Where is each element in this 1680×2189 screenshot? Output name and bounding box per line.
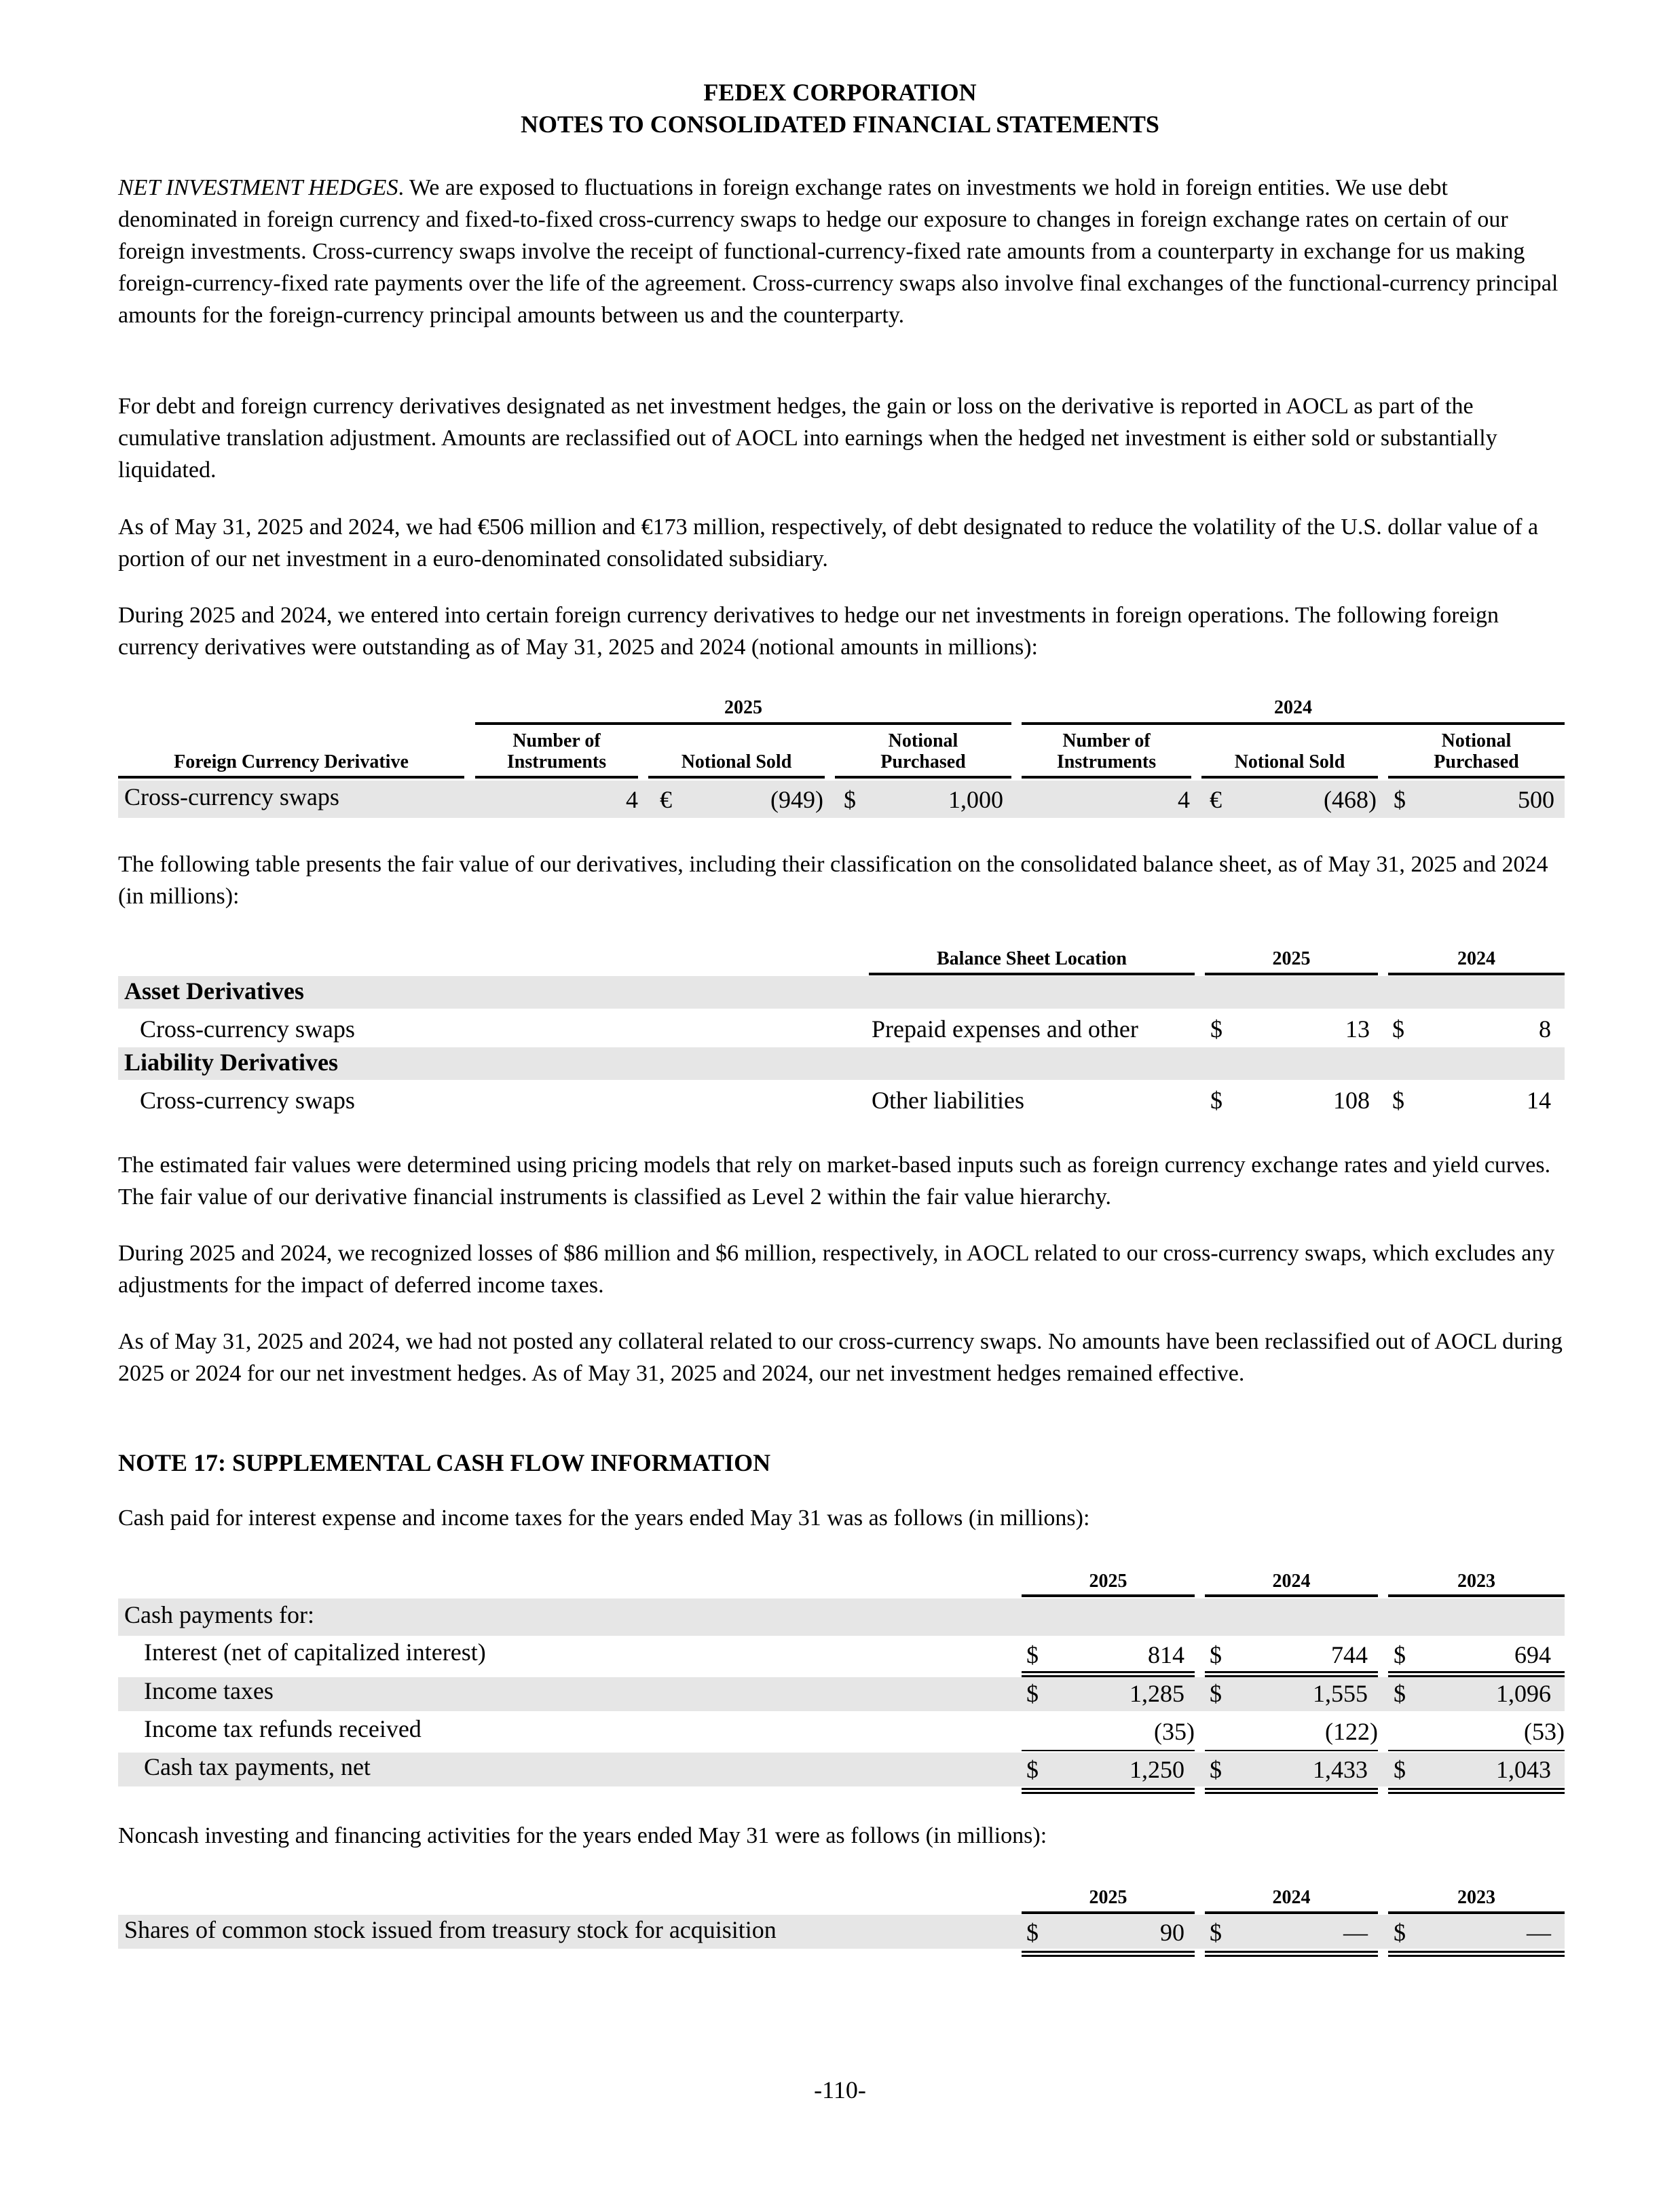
table1-sold-2025: (949): [770, 786, 823, 813]
table1-col-instruments-2024: Number of Instruments: [1056, 730, 1157, 772]
table1-col-sold-2024: Notional Sold: [1234, 751, 1345, 772]
table3-value: (53): [1524, 1718, 1565, 1745]
table3-value: 1,433: [1313, 1756, 1368, 1783]
table4-col-2023: 2023: [1457, 1887, 1495, 1908]
table1-year-2024: 2024: [1274, 697, 1312, 718]
table3-dollar-sign: $: [1210, 1641, 1222, 1668]
table3-value: 814: [1148, 1641, 1184, 1668]
table3-col-2024: 2024: [1272, 1571, 1311, 1592]
table3-row-label: Cash tax payments, net: [144, 1753, 371, 1780]
table3-col-2025: 2025: [1089, 1571, 1127, 1592]
paragraph-collateral: As of May 31, 2025 and 2024, we had not posted any collateral related to our cross-currency swaps. No amounts have been reclassified out of AOCL during 2025 or 2024 for our net investment hedges. As of May 31, 2025 and 2024, our net investment hedges remained effective.: [118, 1329, 1563, 1386]
paragraph-noncash-intro: Noncash investing and financing activities for the years ended May 31 were as follows (in millions):: [118, 1823, 1047, 1848]
table3-dollar-sign: $: [1026, 1641, 1039, 1668]
table2-dollar-sign: $: [1210, 1015, 1222, 1043]
table1-sold-2024: (468): [1324, 786, 1377, 813]
table2-asset-2024: 8: [1539, 1015, 1551, 1043]
table2-asset-label: Cross-currency swaps: [140, 1015, 355, 1043]
table3-value: (122): [1325, 1718, 1378, 1745]
table3-value: 1,043: [1496, 1756, 1551, 1783]
table3-dollar-sign: $: [1210, 1680, 1222, 1707]
table1-row-label: Cross-currency swaps: [124, 783, 339, 810]
table3-value: 694: [1514, 1641, 1551, 1668]
table3-value: 1,250: [1130, 1756, 1184, 1783]
table4-col-2025: 2025: [1089, 1887, 1127, 1908]
table4-dollar-sign: $: [1394, 1919, 1406, 1946]
table1-purchased-2025: 1,000: [948, 786, 1003, 813]
table2-liability-2024: 14: [1527, 1087, 1551, 1114]
table2-liability-2025: 108: [1333, 1087, 1370, 1114]
table4-col-2024: 2024: [1272, 1887, 1311, 1908]
table2-liability-location: Other liabilities: [872, 1087, 1024, 1114]
table3-value: 1,096: [1496, 1680, 1551, 1707]
table2-col-location: Balance Sheet Location: [937, 948, 1127, 969]
table2-dollar-sign: $: [1392, 1087, 1404, 1114]
table4-dollar-sign: $: [1210, 1919, 1222, 1946]
table3-dollar-sign: $: [1394, 1641, 1406, 1668]
table3-dollar-sign: $: [1394, 1680, 1406, 1707]
table2-liability-heading: Liability Derivatives: [124, 1049, 338, 1076]
paragraph-derivatives-intro: During 2025 and 2024, we entered into certain foreign currency derivatives to hedge our net investments in foreign operations. The following foreign currency derivatives were outstanding as of May 31, 2025 and 2024 (notional amounts in millions):: [118, 603, 1499, 660]
table3-dollar-sign: $: [1210, 1756, 1222, 1783]
table1-instruments-2025: 4: [626, 786, 638, 813]
paragraph-fair-value-method: The estimated fair values were determined using pricing models that rely on market-based inputs such as foreign currency exchange rates and yield curves. The fair value of our derivative financial instruments is classified as Level 2 within the fair value hierarchy.: [118, 1153, 1551, 1210]
table2-dollar-sign: $: [1210, 1087, 1222, 1114]
table1-dollar-sign: $: [1394, 786, 1406, 813]
note17-heading: NOTE 17: SUPPLEMENTAL CASH FLOW INFORMATION: [118, 1449, 771, 1476]
paragraph-fair-value-intro: The following table presents the fair value of our derivatives, including their classification on the consolidated balance sheet, as of May 31, 2025 and 2024 (in millions):: [118, 852, 1548, 909]
table4-value-2024: —: [1343, 1919, 1368, 1946]
table3-section-label: Cash payments for:: [124, 1601, 314, 1628]
paragraph-cash-paid-intro: Cash paid for interest expense and income taxes for the years ended May 31 was as follows (in millions):: [118, 1505, 1090, 1531]
table2-asset-location: Prepaid expenses and other: [872, 1015, 1138, 1043]
table2-liability-label: Cross-currency swaps: [140, 1087, 355, 1114]
table3-row-label: Income taxes: [144, 1677, 274, 1704]
table4-value-2025: 90: [1160, 1919, 1184, 1946]
table2-asset-2025: 13: [1345, 1015, 1370, 1043]
table2-dollar-sign: $: [1392, 1015, 1404, 1043]
table3-dollar-sign: $: [1026, 1680, 1039, 1707]
table3-value: 1,555: [1313, 1680, 1368, 1707]
paragraph-euro-debt: As of May 31, 2025 and 2024, we had €506 million and €173 million, respectively, of debt designated to reduce the volatility of the U.S. dollar value of a portion of our net investment in a euro-denominated consolidated subsidiary.: [118, 514, 1539, 572]
table1-col-purchased-2024: Notional Purchased: [1434, 730, 1519, 772]
page-number: -110-: [814, 2076, 866, 2103]
table4-row-label: Shares of common stock issued from treasury stock for acquisition: [124, 1916, 777, 1943]
table4-value-2023: —: [1527, 1919, 1551, 1946]
paragraph-lead: NET INVESTMENT HEDGES: [118, 175, 398, 200]
table1-col-purchased-2025: Notional Purchased: [880, 730, 966, 772]
paragraph-net-investment-hedges: [118, 172, 1564, 331]
table3-value: 1,285: [1130, 1680, 1184, 1707]
table3-dollar-sign: $: [1026, 1756, 1039, 1783]
table1-instruments-2024: 4: [1178, 786, 1190, 813]
table3-col-2023: 2023: [1457, 1571, 1495, 1592]
table1-col-sold-2025: Notional Sold: [681, 751, 792, 772]
table4-dollar-sign: $: [1026, 1919, 1039, 1946]
paragraph-aocl: For debt and foreign currency derivatives designated as net investment hedges, the gain or loss on the derivative is reported in AOCL as part of the cumulative translation adjustment. Amounts are reclassified out of AOCL into earnings when the hedged net investment is either sold or substantially liquidated.: [118, 394, 1497, 483]
table1-col-instruments-2025: Number of Instruments: [506, 730, 607, 772]
table1-col-derivative: Foreign Currency Derivative: [174, 751, 409, 772]
paragraph-text: . We are exposed to fluctuations in foreign exchange rates on investments we hold in foreign entities. We use debt denominated in foreign currency and fixed-to-fixed cross-currency swaps to hedge our exposure to changes in foreign exchange rates on certain of our foreign investments. Cross-currency swaps involve the receipt of functional-currency-fixed rate amounts from a counterparty in exchange for us making foreign-currency-fixed rate payments over the life of the agreement. Cross-currency swaps also involve final exchanges of the functional-currency principal amounts for the foreign-currency principal amounts between us and the counterparty.: [118, 175, 1558, 328]
table2-asset-heading: Asset Derivatives: [124, 977, 304, 1005]
table3-row-label: Income tax refunds received: [144, 1715, 422, 1742]
company-name: FEDEX CORPORATION: [703, 79, 977, 106]
table3-row-label: Interest (net of capitalized interest): [144, 1639, 486, 1666]
table3-value: 744: [1331, 1641, 1368, 1668]
table3-dollar-sign: $: [1394, 1756, 1406, 1783]
table3-value: (35): [1154, 1718, 1195, 1745]
table1-euro-sign: €: [660, 786, 672, 813]
table1-purchased-2024: 500: [1518, 786, 1554, 813]
table2-col-2024: 2024: [1457, 948, 1495, 969]
table1-dollar-sign: $: [844, 786, 856, 813]
page-title: NOTES TO CONSOLIDATED FINANCIAL STATEMENTS: [521, 111, 1159, 138]
paragraph-losses: During 2025 and 2024, we recognized losses of $86 million and $6 million, respectively, in AOCL related to our cross-currency swaps, which excludes any adjustments for the impact of deferred income taxes.: [118, 1241, 1555, 1298]
table1-year-2025: 2025: [724, 697, 762, 718]
table2-col-2025: 2025: [1272, 948, 1311, 969]
table1-euro-sign: €: [1210, 786, 1222, 813]
